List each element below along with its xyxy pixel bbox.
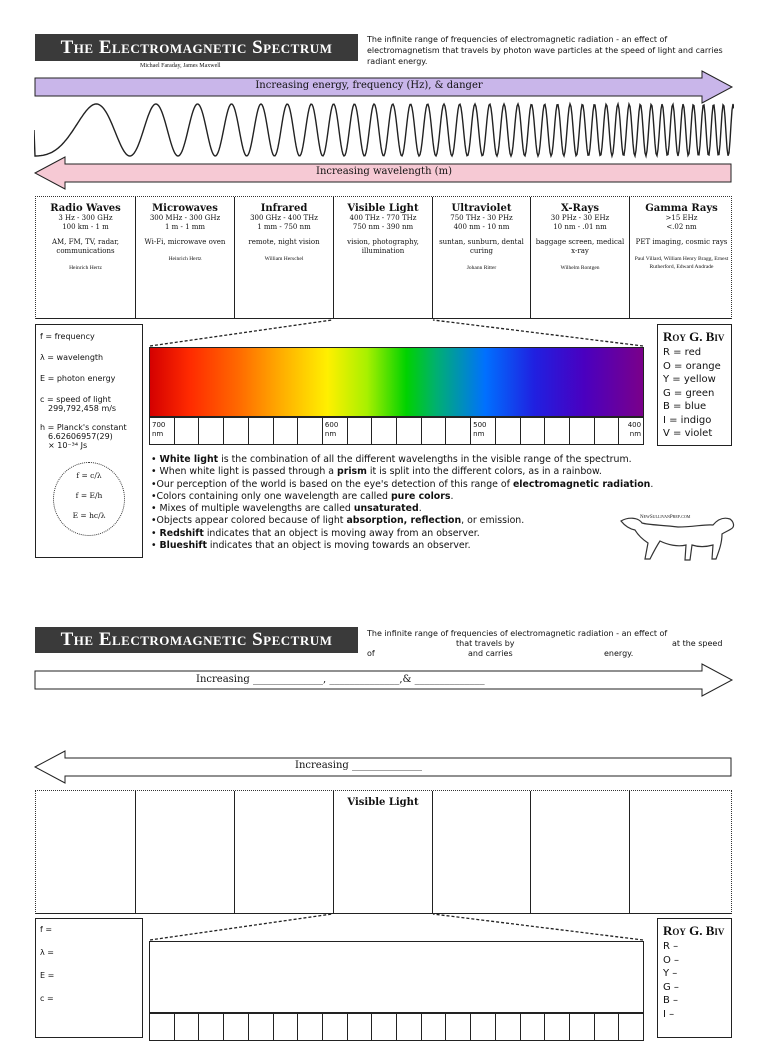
worksheet-tick-cell xyxy=(521,1014,546,1040)
legend-speed: c = speed of light xyxy=(40,395,111,404)
band-uses: remote, night vision xyxy=(248,238,320,246)
tick-cell xyxy=(274,418,299,444)
authors: Michael Faraday, James Maxwell xyxy=(140,63,221,69)
band-wavelength: 10 nm - .01 nm xyxy=(553,223,607,231)
band-frequency: 300 MHz - 300 GHz xyxy=(149,214,221,222)
logo-text: NewSullivanPrep.com xyxy=(640,515,691,520)
worksheet-legend-item: c = xyxy=(40,994,54,1003)
band-name: Gamma Rays xyxy=(645,203,718,214)
worksheet-roy-item: Y – xyxy=(663,968,678,979)
worksheet-roy-item: I – xyxy=(663,1008,675,1020)
bullet-keyword: electromagnetic radiation xyxy=(512,478,651,490)
tick-cell xyxy=(175,418,200,444)
tick-cell xyxy=(298,418,323,444)
band-name: Visible Light xyxy=(347,203,419,214)
worksheet-tick-cell xyxy=(224,1014,249,1040)
bullet-keyword: pure colors xyxy=(390,490,451,502)
worksheet-band-column xyxy=(36,791,136,913)
bullet-text: . xyxy=(650,478,654,490)
worksheet-legend xyxy=(35,918,143,1038)
visible-spectrum-bar xyxy=(149,347,644,417)
band-uses: AM, FM, TV, radar, communications xyxy=(51,238,120,255)
bullet-text: •Colors containing only one wavelength are called xyxy=(151,490,391,502)
band-scientist: Wilhelm Rontgen xyxy=(560,265,600,271)
tick-cell xyxy=(199,418,224,444)
bullet-text: • xyxy=(151,540,160,552)
roy-item: V = violet xyxy=(663,428,713,439)
roy-g-biv-box xyxy=(657,324,732,446)
band-scientist: Heinrich Hertz xyxy=(168,256,202,262)
bullet-text: indicates that an object is moving away from an observer. xyxy=(203,527,480,539)
tick-cell xyxy=(496,418,521,444)
band-uses: suntan, sunburn, dental curing xyxy=(439,238,524,255)
legend-speed-value: 299,792,458 m/s xyxy=(48,404,117,413)
bullet-text: •Our perception of the world is based on the eye's detection of this range of xyxy=(151,478,513,490)
bullet-text: • xyxy=(151,454,160,465)
bullet-text: , or emission. xyxy=(461,515,525,527)
tick-cell xyxy=(348,418,373,444)
bullet-text: it is split into the different colors, as in a rainbow. xyxy=(366,466,602,478)
band-name: Infrared xyxy=(260,203,308,214)
roy-item: B = blue xyxy=(663,401,707,412)
band-wavelength: <.02 nm xyxy=(666,223,697,231)
bullet-item xyxy=(151,491,741,503)
worksheet-legend-item: E = xyxy=(40,971,55,980)
legend-planck-exp: × 10⁻³⁴ Js xyxy=(48,441,88,450)
wavelength-arrow-label: Increasing wavelength (m) xyxy=(316,166,452,177)
band-frequency: 750 THz - 30 PHz xyxy=(450,214,513,222)
description: The infinite range of frequencies of electromagnetic radiation - an effect of electromagnetism that travels by photon wave particles at the speed of light and carries radiant energy. xyxy=(367,35,723,66)
tick-cell xyxy=(249,418,274,444)
bullet-keyword: Blueshift xyxy=(159,540,207,552)
bullet-text: is the combination of all the different wavelengths in the visible range of the spectrum. xyxy=(218,454,632,465)
bullet-text: • When white light is passed through a xyxy=(151,466,337,478)
worksheet-tick-cell xyxy=(545,1014,570,1040)
bullet-text: . xyxy=(450,490,454,502)
legend-wavelength: λ = wavelength xyxy=(40,353,104,362)
worksheet-title xyxy=(35,627,358,653)
worksheet-band-column xyxy=(334,791,433,913)
tick-cell: 700 nm xyxy=(150,418,175,444)
band-name: Ultraviolet xyxy=(451,203,512,214)
band-name: Radio Waves xyxy=(50,203,121,214)
formula-3: E = hc/λ xyxy=(72,511,106,520)
bullet-keyword: prism xyxy=(336,466,367,478)
band-uses: baggage screen, medical x-ray xyxy=(535,238,625,255)
worksheet-title-text: The Electromagnetic Spectrum xyxy=(60,629,333,650)
worksheet-roy-item: G – xyxy=(663,981,679,993)
tick-cell xyxy=(521,418,546,444)
bullet-keyword: unsaturated xyxy=(353,503,419,515)
worksheet-tick-cell xyxy=(397,1014,422,1040)
worksheet-tick-cell xyxy=(249,1014,274,1040)
worksheet-tick-cell xyxy=(496,1014,521,1040)
tick-cell xyxy=(595,418,620,444)
worksheet-tick-cell xyxy=(372,1014,397,1040)
band-scientist: Heinrich Hertz xyxy=(69,265,102,271)
worksheet-band-column xyxy=(433,791,531,913)
band-name: X-Rays xyxy=(560,203,599,214)
worksheet-tick-cell xyxy=(323,1014,348,1040)
bullet-text: • xyxy=(151,527,160,539)
worksheet-visible-label: Visible Light xyxy=(347,797,419,808)
band-wavelength: 1 mm - 750 nm xyxy=(257,223,311,231)
title-text: The Electromagnetic Spectrum xyxy=(60,36,333,58)
tick-cell: 400 nm xyxy=(627,421,642,438)
bullet-keyword: White light xyxy=(159,454,219,465)
band-scientist: Johann Ritter xyxy=(466,265,497,271)
band-wavelength: 400 nm - 10 nm xyxy=(453,223,510,231)
worksheet-legend-item: f = xyxy=(40,925,53,934)
worksheet-desc-line3a: of xyxy=(367,649,375,658)
band-wavelength: 750 nm - 390 nm xyxy=(352,223,414,231)
bullet-item xyxy=(151,479,741,491)
tick-cell xyxy=(372,418,397,444)
legend-planck-value: 6.62606957(29) xyxy=(48,432,113,441)
worksheet-energy-label: Increasing ______________, ______________,& ______________ xyxy=(196,674,485,685)
worksheet-tick-cell xyxy=(175,1014,200,1040)
worksheet-tick-cell xyxy=(199,1014,224,1040)
tick-cell xyxy=(545,418,570,444)
worksheet-roy-item: O – xyxy=(663,954,680,966)
band-wavelength: 100 km - 1 m xyxy=(62,223,109,231)
bullet-text: • Mixes of multiple wavelengths are called xyxy=(151,503,354,515)
worksheet-tick-cell xyxy=(471,1014,496,1040)
worksheet-ticks xyxy=(149,1013,644,1041)
worksheet-desc-line3c: energy. xyxy=(604,649,634,658)
bullet-keyword: absorption, reflection xyxy=(346,515,462,527)
worksheet-band-column xyxy=(235,791,334,913)
tick-cell: 600 nm xyxy=(323,418,348,444)
worksheet-desc-line1: The infinite range of frequencies of electromagnetic radiation - an effect of xyxy=(367,629,668,638)
band-frequency: 400 THz - 770 THz xyxy=(349,214,417,222)
tick-cell: 500 nm xyxy=(471,418,496,444)
band-frequency: >15 EHz xyxy=(665,214,698,222)
worksheet-tick-cell xyxy=(570,1014,595,1040)
tick-cell xyxy=(570,418,595,444)
worksheet-desc-line2a: that travels by xyxy=(456,639,515,648)
worksheet-roy-title: Roy G. Biv xyxy=(663,923,725,938)
worksheet-desc-line2b: at the speed xyxy=(672,639,723,648)
band-uses: PET imaging, cosmic rays xyxy=(635,238,728,246)
worksheet-tick-cell xyxy=(274,1014,299,1040)
legend-energy: E = photon energy xyxy=(40,374,116,383)
worksheet-roy-box xyxy=(657,918,732,1038)
bullet-keyword: Redshift xyxy=(159,527,204,539)
bullet-text: •Objects appear colored because of light xyxy=(151,515,347,527)
energy-arrow-label: Increasing energy, frequency (Hz), & danger xyxy=(255,80,483,91)
tick-cell xyxy=(397,418,422,444)
band-name: Microwaves xyxy=(152,203,218,214)
worksheet-band-column xyxy=(531,791,630,913)
band-frequency: 3 Hz - 300 GHz xyxy=(58,214,113,222)
bullet-item xyxy=(151,466,741,478)
worksheet-tick-cell xyxy=(619,1014,643,1040)
band-wavelength: 1 m - 1 mm xyxy=(164,223,206,231)
worksheet-legend-item: λ = xyxy=(40,948,54,957)
formula-1: f = c/λ xyxy=(76,471,102,480)
worksheet-wavelength-label: Increasing ______________ xyxy=(295,760,423,771)
bullet-text: . xyxy=(418,503,422,515)
band-frequency: 30 PHz - 30 EHz xyxy=(550,214,610,222)
worksheet-roy-item: B – xyxy=(663,995,679,1006)
worksheet-band-column xyxy=(630,791,733,913)
roy-item: I = indigo xyxy=(663,414,712,426)
roy-item: G = green xyxy=(663,387,715,399)
tick-cell xyxy=(224,418,249,444)
worksheet-tick-cell xyxy=(446,1014,471,1040)
band-frequency: 300 GHz - 400 THz xyxy=(250,214,318,222)
worksheet-tick-cell xyxy=(298,1014,323,1040)
band-uses: Wi-Fi, microwave oven xyxy=(144,238,226,246)
legend-planck: h = Planck's constant xyxy=(40,423,127,432)
bullet-text: indicates that an object is moving towards an observer. xyxy=(206,540,471,552)
wavelength-ticks xyxy=(149,417,644,445)
bullet-item xyxy=(151,454,741,466)
worksheet-desc-line3b: and carries xyxy=(468,649,513,658)
roy-title: Roy G. Biv xyxy=(663,329,725,344)
legend-frequency: f = frequency xyxy=(40,332,95,341)
roy-item: O = orange xyxy=(663,360,721,372)
worksheet-tick-cell xyxy=(150,1014,175,1040)
tick-cell xyxy=(446,418,471,444)
worksheet-bands-table xyxy=(35,790,732,914)
worksheet-tick-cell xyxy=(422,1014,447,1040)
band-uses: vision, photography, illumination xyxy=(347,238,419,255)
worksheet-tick-cell xyxy=(348,1014,373,1040)
tick-cell xyxy=(422,418,447,444)
band-scientist: Paul Villard, William Henry Bragg, Ernest Rutherford, Edward Andrade xyxy=(634,256,729,270)
band-scientist: William Herschel xyxy=(264,256,304,262)
worksheet-tick-cell xyxy=(595,1014,620,1040)
worksheet-band-column xyxy=(136,791,235,913)
worksheet-spectrum-box xyxy=(149,941,644,1013)
formula-2: f = E/h xyxy=(75,491,103,500)
roy-item: R = red xyxy=(663,347,702,358)
worksheet-roy-item: R – xyxy=(663,941,679,952)
roy-item: Y = yellow xyxy=(663,374,716,385)
